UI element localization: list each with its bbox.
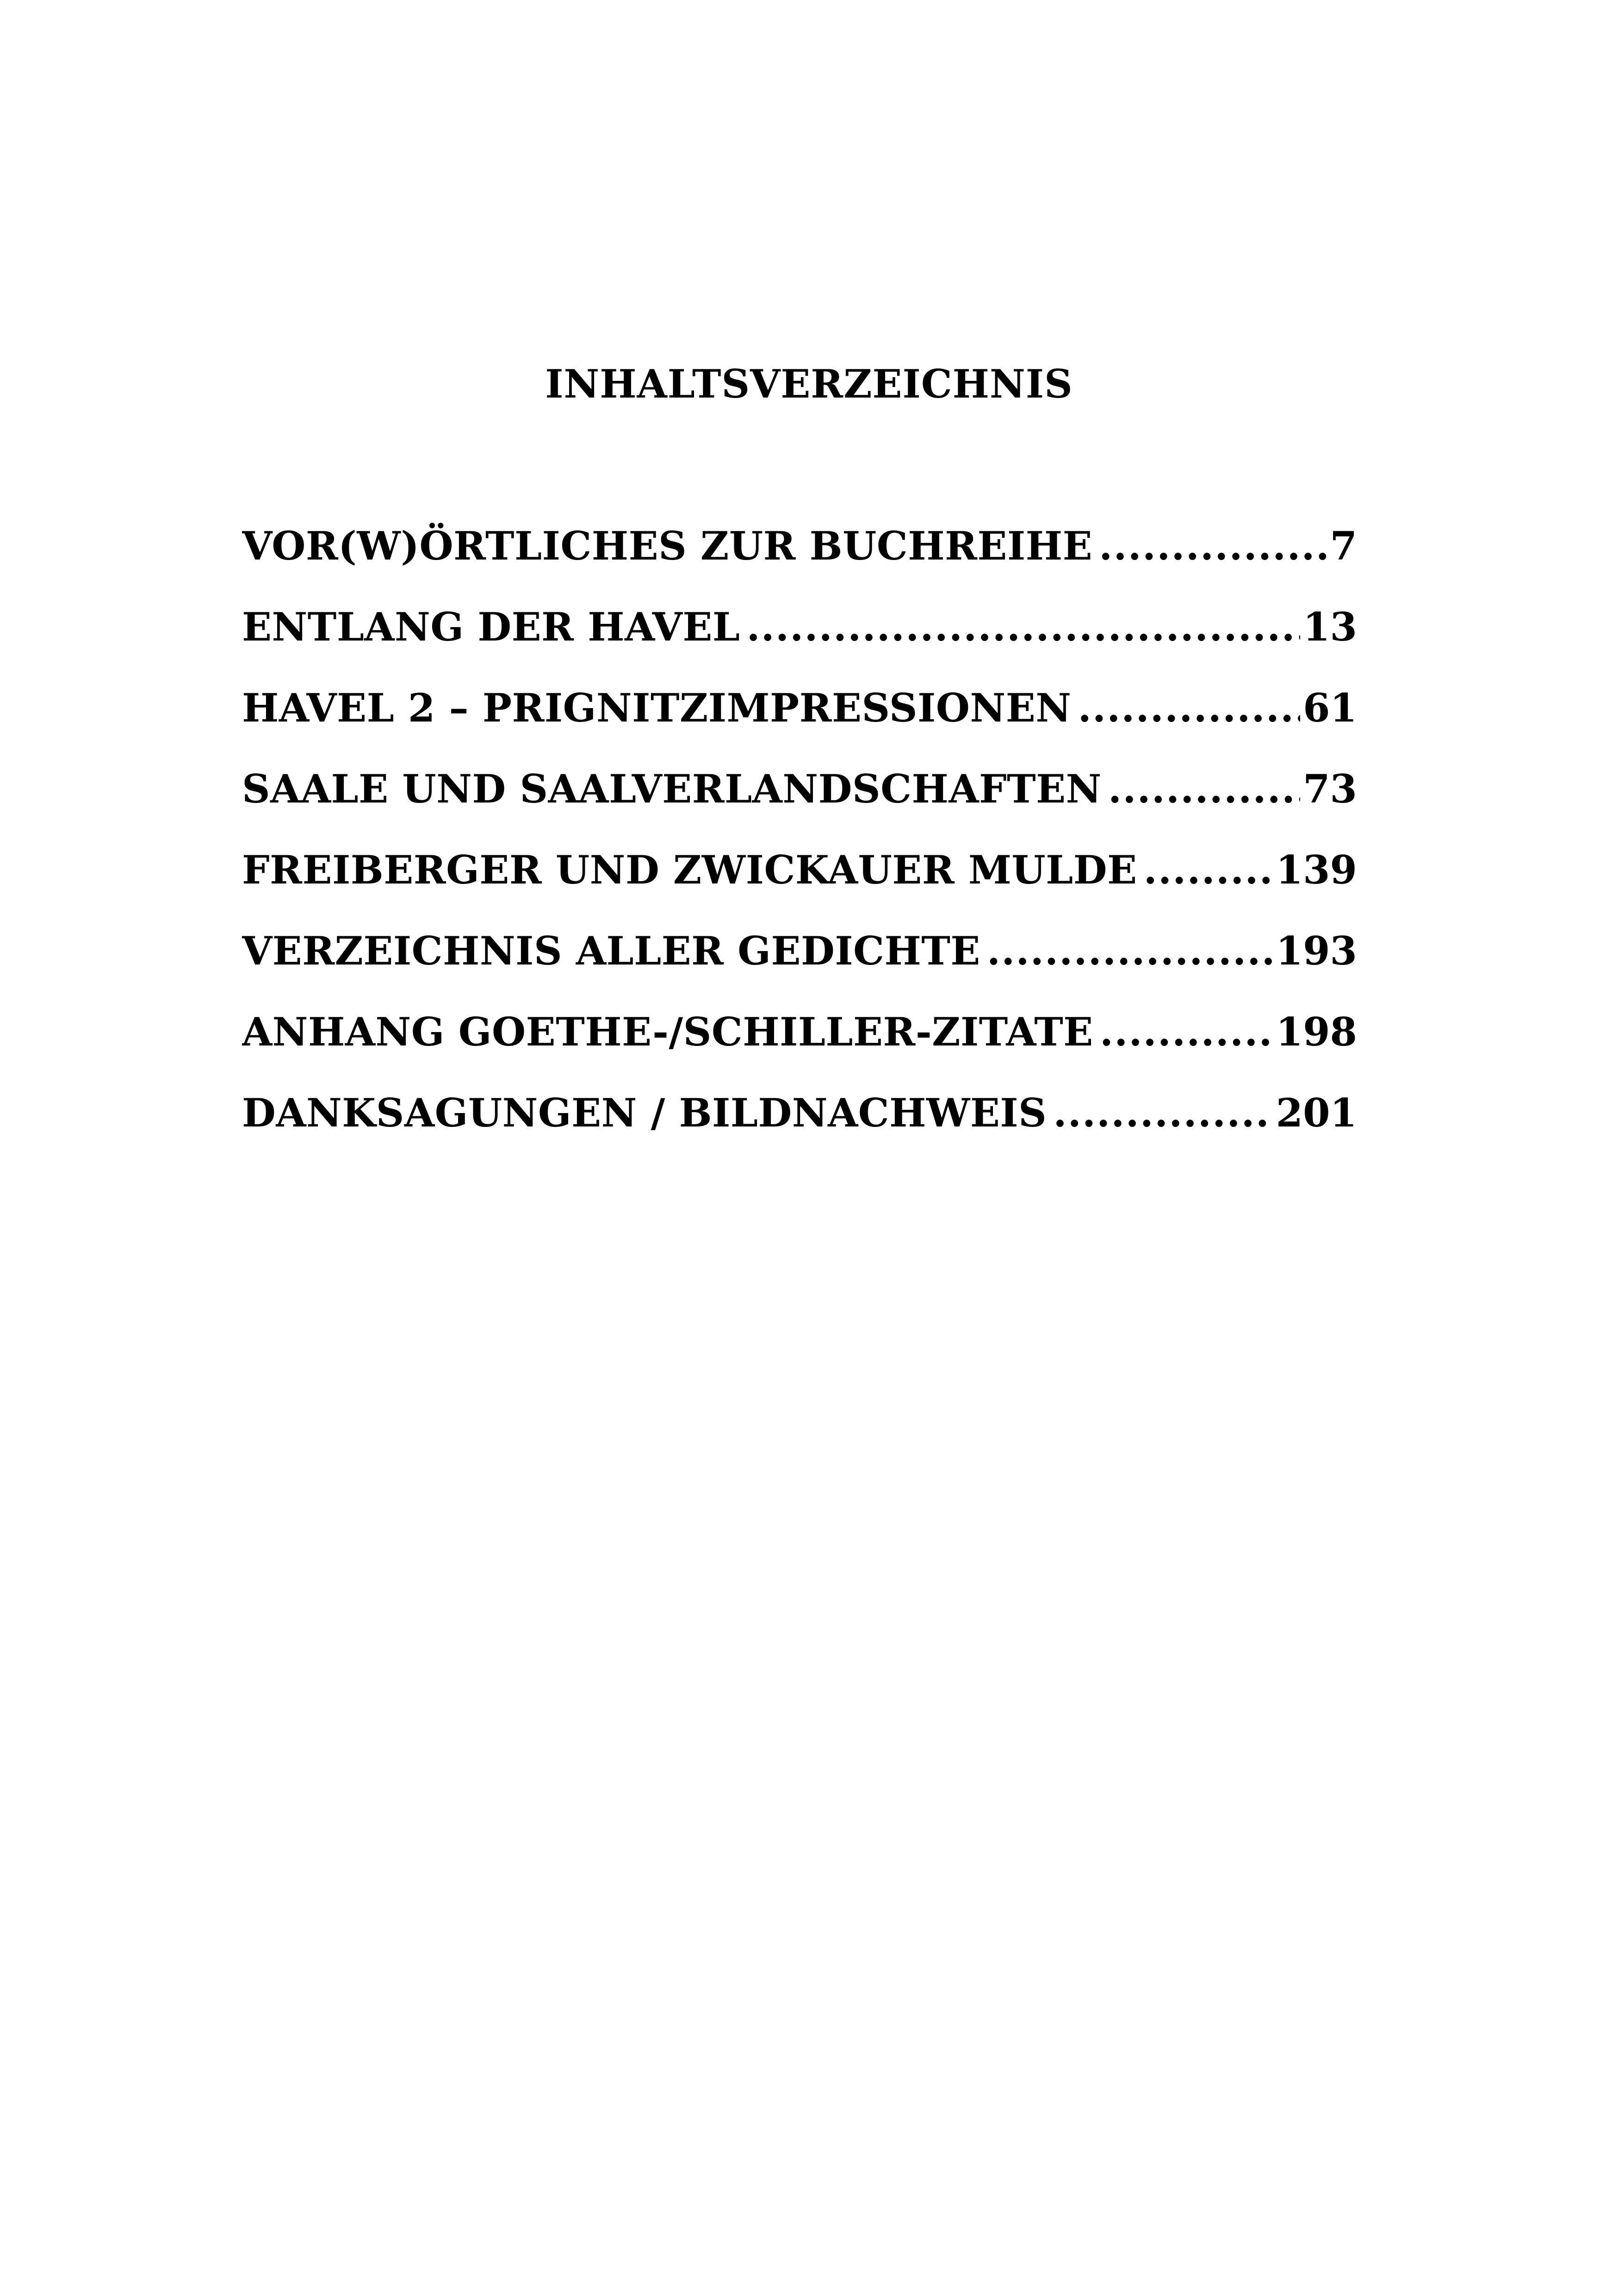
toc-dot-leader <box>1108 761 1300 817</box>
toc-dot-leader <box>1053 1085 1273 1141</box>
toc-dot-leader <box>1144 842 1273 898</box>
toc-entry-title: ENTLANG DER HAVEL <box>242 604 740 650</box>
toc-entry[interactable] <box>242 923 1357 1004</box>
toc-dot-leader <box>1100 1004 1273 1060</box>
toc-entry-title: VERZEICHNIS ALLER GEDICHTE <box>242 928 980 974</box>
toc-entry[interactable] <box>242 680 1357 761</box>
toc-entry[interactable] <box>242 1085 1357 1166</box>
toc-page-number: 193 <box>1276 928 1357 974</box>
toc-page-number: 61 <box>1303 685 1357 731</box>
toc-entry[interactable] <box>242 518 1357 599</box>
toc-entry-title: DANKSAGUNGEN / BILDNACHWEIS <box>242 1090 1047 1136</box>
toc-entry-title: SAALE UND SAALVERLANDSCHAFTEN <box>242 766 1102 812</box>
toc-entry[interactable] <box>242 1004 1357 1085</box>
toc-page-number: 73 <box>1303 766 1357 812</box>
toc-dot-leader <box>987 923 1273 979</box>
toc-page-number: 13 <box>1303 604 1357 650</box>
toc-dot-leader <box>746 599 1300 655</box>
table-of-contents <box>242 518 1357 1166</box>
toc-page-number: 7 <box>1330 523 1357 569</box>
toc-entry[interactable] <box>242 842 1357 923</box>
toc-entry[interactable] <box>242 761 1357 842</box>
toc-entry-title: FREIBERGER UND ZWICKAUER MULDE <box>242 847 1137 893</box>
toc-entry-title: ANHANG GOETHE-/SCHILLER-ZITATE <box>242 1009 1093 1055</box>
toc-entry[interactable] <box>242 599 1357 680</box>
page-title: INHALTSVERZEICHNIS <box>545 361 1073 407</box>
toc-page-number: 198 <box>1276 1009 1357 1055</box>
toc-dot-leader <box>1099 518 1327 574</box>
toc-entry-title: HAVEL 2 – PRIGNITZIMPRESSIONEN <box>242 685 1072 731</box>
toc-entry-title: VOR(W)ÖRTLICHES ZUR BUCHREIHE <box>242 523 1093 569</box>
toc-page-number: 201 <box>1276 1090 1357 1136</box>
toc-page-number: 139 <box>1276 847 1357 893</box>
toc-dot-leader <box>1078 680 1301 736</box>
